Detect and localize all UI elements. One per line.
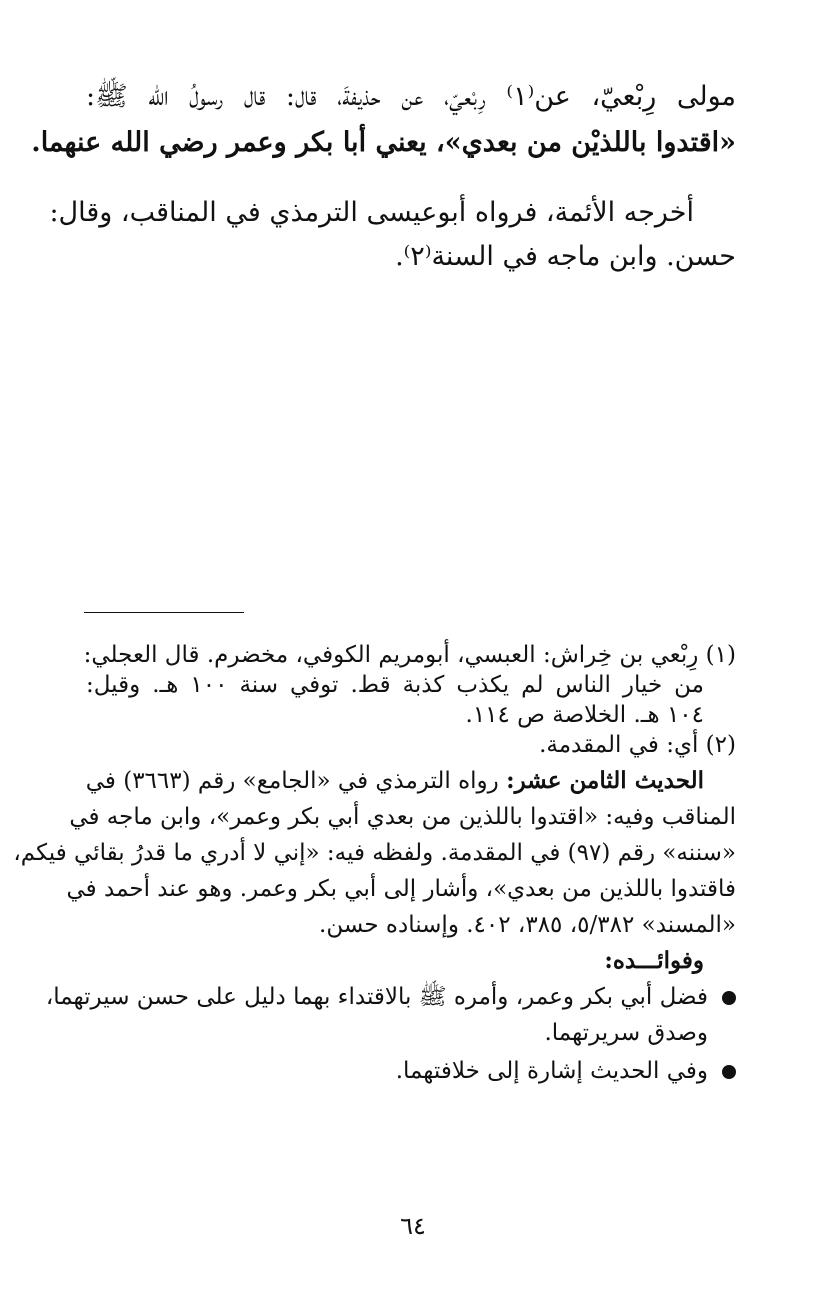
main-line: مولى رِبْعيّ، عن⁽١⁾ رِبْعيّ، عن حذيفةَ، قال: قال رسولُ الله ﷺ: [86, 81, 736, 112]
source-line: حسن. وابن ماجه في السنة⁽٢⁾. [395, 241, 736, 272]
benefit-line: وصدق سريرتهما. [544, 1020, 708, 1046]
hadith-commentary-line: المناقب وفيه: «اقتدوا باللذين من بعدي أبي بكر وعمر»، وابن ماجه في [69, 804, 736, 830]
hadith-commentary-line: فاقتدوا باللذين من بعدي»، وأشار إلى أبي بكر وعمر. وهو عند أحمد في [66, 876, 736, 902]
page-number: ٦٤ [400, 1212, 426, 1240]
footnote-1-line: ١٠٤ هـ. الخلاصة ص ١١٤. [465, 702, 704, 728]
main-text [31, 80, 736, 160]
hadith-label: الحديث الثامن عشر: [506, 767, 704, 794]
main-line-hadith: «اقتدوا باللذيْن من بعدي»، يعني أبا بكر وعمر رضي الله عنهما. [31, 127, 736, 158]
footnote-1-line: (١) رِبْعي بن خِراش: العبسي، أبومريم الكوفي، مخضرم. قال العجلي: [83, 642, 736, 668]
hadith-commentary-line: «المسند» ٥/٣٨٢، ٣٨٥، ٤٠٢. وإسناده حسن. [319, 912, 736, 938]
benefit-item [86, 1056, 736, 1086]
source-line: أخرجه الأئمة، فرواه أبوعيسى الترمذي في المناقب، وقال: [49, 197, 694, 228]
hadith-commentary-line [86, 766, 736, 796]
bullet-icon [722, 1065, 736, 1079]
footnote-2: (٢) أي: في المقدمة. [539, 732, 736, 758]
bullet-icon [722, 991, 736, 1005]
hadith-commentary-text: رواه الترمذي في «الجامع» رقم (٣٦٦٣) في [85, 768, 507, 794]
footnote-separator [84, 612, 244, 613]
footnotes [13, 640, 736, 1086]
benefits-title: وفوائـــده: [604, 947, 704, 974]
source-paragraph [49, 196, 736, 274]
footnote-1-line: من خيار الناس لم يكذب كذبة قط. توفي سنة ١٠٠ هـ. وقيل: [86, 672, 704, 698]
benefit-line: وفي الحديث إشارة إلى خلافتهما. [395, 1058, 708, 1084]
benefit-item [45, 982, 736, 1048]
hadith-commentary-line: «سننه» رقم (٩٧) في المقدمة. ولفظه فيه: «إني لا أدري ما قدرُ بقائي فيكم، [13, 840, 736, 866]
benefit-line: فضل أبي بكر وعمر، وأمره ﷺ بالاقتداء بهما دليل على حسن سيرتهما، [45, 984, 708, 1010]
